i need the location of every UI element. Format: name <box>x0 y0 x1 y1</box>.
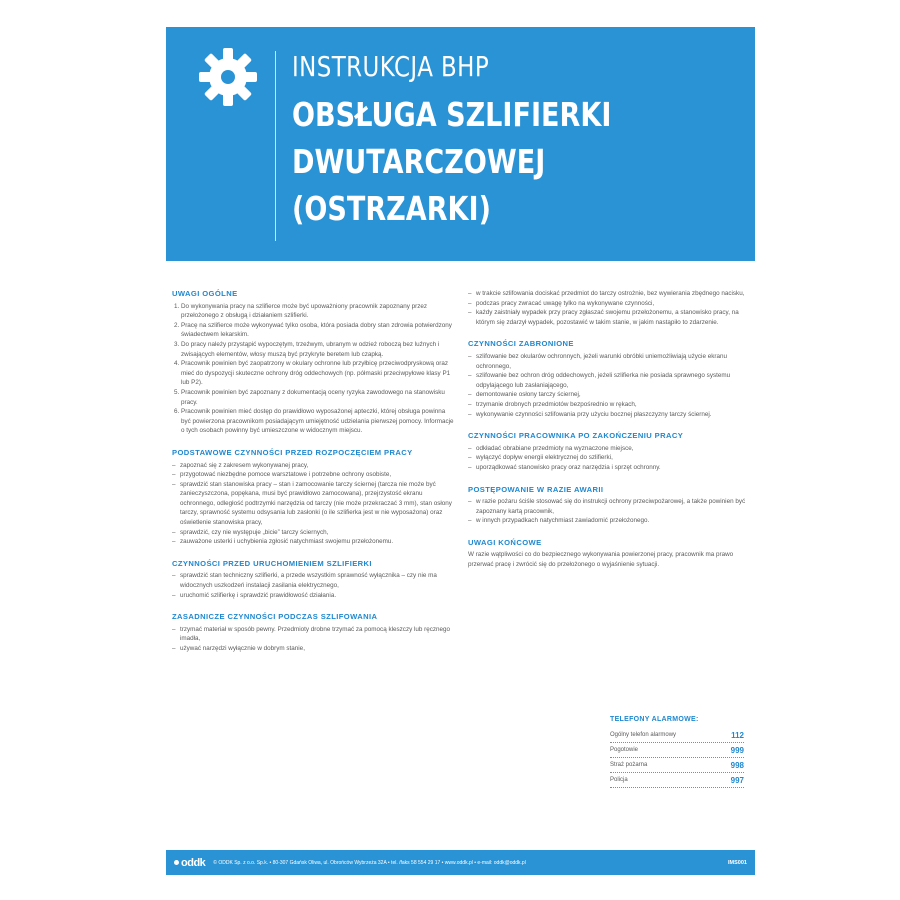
list-item: – odkładać obrabiane przedmioty na wyznaczone miejsce, <box>476 444 750 454</box>
right-column <box>468 289 750 582</box>
alarm-row <box>610 773 744 788</box>
header-divider <box>275 51 276 241</box>
section-final-remarks <box>468 538 750 570</box>
title-line: OBSŁUGA SZLIFIERKI <box>292 95 612 134</box>
list-item: – podczas pracy zwracać uwagę tylko na wykonywane czynności, <box>476 299 750 309</box>
section-title: ZASADNICZE CZYNNOŚCI PODCZAS SZLIFOWANIA <box>172 612 378 622</box>
list-item: – uruchomić szlifierkę i sprawdzić prawidłowość działania. <box>180 591 454 601</box>
dash-list <box>468 289 750 327</box>
list-item: – w trakcie szlifowania dociskać przedmiot do tarczy ostrożnie, bez wywierania zbędnego nacisku, <box>476 289 750 299</box>
alarm-label: Pogotowie <box>610 747 639 753</box>
dash-list <box>172 461 454 547</box>
footer-bar <box>166 850 755 875</box>
section-after-work <box>468 431 750 472</box>
numbered-list <box>172 302 454 436</box>
final-remarks-text: W razie wątpliwości co do bezpiecznego wykonywania powierzonej pracy, pracownik ma prawo przerwać pracę i zwrócić się do przełożonego o wyjaśnienie sytuacji. <box>468 551 734 569</box>
logo-dot-icon <box>174 860 179 865</box>
alarm-number: 997 <box>730 776 744 785</box>
section-failure <box>468 485 750 526</box>
list-item: – sprawdzić stan stanowiska pracy – stan i zamocowanie tarczy ściernej (tarcza nie może być zanieczyszczona, popękana, musi być prawidłowo zamocowana), przejrzystość ekranu ochronnego, odległość podtrzymki narzędzia od tarczy (nie może przekraczać 3 mm), stan osłony tarczy, sprawność systemu odsysania lub zasłonki (o ile szlifierka jest w nie wyposażona) oraz oświetlenie stanowiska pracy, <box>180 480 454 528</box>
list-item: 3. Do pracy należy przystąpić wypoczętym, trzeźwym, ubranym w odzież roboczą bez luźnych i zwisających elementów, włosy muszą być przykryte beretem lub czapką. <box>181 340 454 359</box>
alarm-label: Ogólny telefon alarmowy <box>610 732 677 738</box>
section-title: CZYNNOŚCI PRACOWNIKA PO ZAKOŃCZENIU PRACY <box>468 431 684 441</box>
alarm-label: Straż pożarna <box>610 762 648 768</box>
list-item: – szlifowanie bez ochron dróg oddechowych, jeżeli szlifierka nie posiada sprawnego systemu odpylającego lub zasłaniającego, <box>476 371 750 390</box>
section-forbidden <box>468 339 750 419</box>
alarm-row <box>610 728 744 743</box>
list-item: – zapoznać się z zakresem wykonywanej pracy, <box>180 461 454 471</box>
list-item: – przygotować niezbędne pomoce warsztatowe i potrzebne ochrony osobiste, <box>180 470 454 480</box>
logo-text: oddk <box>181 856 206 869</box>
alarm-number: 998 <box>730 761 744 770</box>
dash-list <box>468 352 750 419</box>
section-before-work <box>172 448 454 547</box>
dash-list <box>468 497 750 526</box>
section-title: CZYNNOŚCI ZABRONIONE <box>468 339 574 349</box>
dash-list <box>172 571 454 600</box>
list-item: – w razie pożaru ściśle stosować się do instrukcji ochrony przeciwpożarowej, a także powinien być zapoznany kartą pracownik, <box>476 497 750 516</box>
footer-contact: © ODDK Sp. z o.o. Sp.k. • 80-307 Gdańsk Oliwa, ul. Obrońców Wybrzeża 32A • tel. /faks 58 554 29 17 • www.oddk.pl • e-mail: oddk@oddk.pl <box>213 859 526 866</box>
dash-list <box>172 625 454 654</box>
section-title: PODSTAWOWE CZYNNOŚCI PRZED ROZPOCZĘCIEM PRACY <box>172 447 413 457</box>
list-item: – zauważone usterki i uchybienia zgłosić natychmiast swojemu przełożonemu. <box>180 537 454 547</box>
list-item: – wyłączyć dopływ energii elektrycznej do szlifierki, <box>476 453 750 463</box>
list-item: – uporządkować stanowisko pracy oraz narzędzia i sprzęt ochronny. <box>476 463 750 473</box>
list-item: – sprawdzić, czy nie występuje „bicie” tarczy ściernych, <box>180 528 454 538</box>
title-line: DWUTARCZOWEJ <box>292 142 546 181</box>
instruction-poster <box>166 27 755 875</box>
list-item: – demontowanie osłony tarczy ściernej, <box>476 390 750 400</box>
list-item: 4. Pracownik powinien być zaopatrzony w okulary ochronne lub przyłbicę przeciwodpryskową oraz mieć do dyspozycji skuteczne ochrony dróg oddechowych (np. półmaski przeciwpyłowe klasy P1 lub P2). <box>181 359 454 388</box>
dash-list <box>468 444 750 473</box>
section-title: UWAGI OGÓLNE <box>172 289 238 298</box>
section-title: POSTĘPOWANIE W RAZIE AWARII <box>468 484 604 494</box>
list-item: 1. Do wykonywania pracy na szlifierce może być upoważniony pracownik zapoznany przez przełożonego z obsługą i działaniem szlifierki. <box>181 302 454 321</box>
list-item: 2. Pracę na szlifierce może wykonywać tylko osoba, która posiada dobry stan zdrowia potwierdzony świadectwem lekarskim. <box>181 321 454 340</box>
left-column <box>172 289 454 666</box>
oddk-logo <box>174 857 205 869</box>
list-item: – używać narzędzi wyłącznie w dobrym stanie, <box>180 644 454 654</box>
section-title: CZYNNOŚCI PRZED URUCHOMIENIEM SZLIFIERKI <box>172 558 372 568</box>
section-during-grinding-continued <box>468 289 750 327</box>
gear-icon <box>196 45 260 109</box>
alarm-phones-box <box>610 713 744 788</box>
header-banner <box>166 27 755 261</box>
section-general-remarks <box>172 289 454 436</box>
alarm-number: 999 <box>730 746 744 755</box>
document-code: IMS001 <box>728 859 747 866</box>
list-item: – sprawdzić stan techniczny szlifierki, a przede wszystkim sprawność wyłącznika – czy nie ma widocznych uszkodzeń instalacji zasilania elektrycznego, <box>180 571 454 590</box>
alarm-row <box>610 743 744 758</box>
section-before-start <box>172 559 454 600</box>
list-item: 6. Pracownik powinien mieć dostęp do prawidłowo wyposażonej apteczki, której obsługa powinna być powierzona pracownikom posiadającym umiejętność udzielania pierwszej pomocy. Informacje o tych osobach powinny być umieszczone w widocznym miejscu. <box>181 407 454 436</box>
alarm-number: 112 <box>731 731 744 740</box>
list-item: 5. Pracownik powinien być zapoznany z dokumentacją oceny ryzyka zawodowego na stanowisku pracy. <box>181 388 454 407</box>
list-item: – trzymanie drobnych przedmiotów bezpośrednio w rękach, <box>476 400 750 410</box>
list-item: – w innych przypadkach natychmiast zawiadomić przełożonego. <box>476 516 750 526</box>
list-item: – wykonywanie czynności szlifowania przy użyciu bocznej płaszczyzny tarczy ściernej. <box>476 410 750 420</box>
title-line: (OSTRZARKI) <box>292 189 491 228</box>
document-title <box>292 91 611 232</box>
list-item: – trzymać materiał w sposób pewny. Przedmioty drobne trzymać za pomocą kleszczy lub ręcznego imadła, <box>180 625 454 644</box>
alarm-phones-title: TELEFONY ALARMOWE: <box>610 716 699 723</box>
alarm-row <box>610 758 744 773</box>
list-item: – szlifowanie bez okularów ochronnych, jeżeli warunki obróbki uniemożliwiają użycie ekranu ochronnego, <box>476 352 750 371</box>
document-type: INSTRUKCJA BHP <box>292 50 490 83</box>
section-title: UWAGI KOŃCOWE <box>468 537 542 547</box>
section-during-grinding <box>172 612 454 653</box>
list-item: – każdy zaistniały wypadek przy pracy zgłaszać swojemu przełożonemu, a stanowisko pracy, na którym się zdarzył wypadek, pozostawić w takim stanie, w jakim nastąpiło to zdarzenie. <box>476 308 750 327</box>
alarm-label: Policja <box>610 777 628 783</box>
